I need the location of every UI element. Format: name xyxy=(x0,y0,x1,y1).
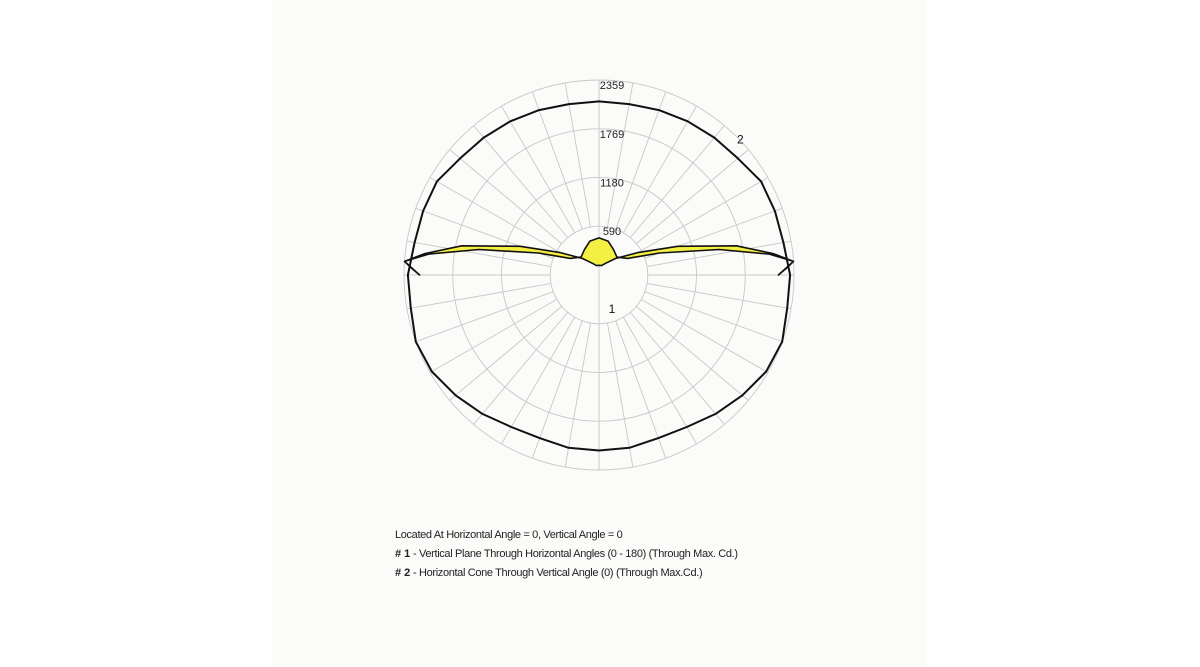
legend-series-2 xyxy=(395,564,915,583)
grid-spoke xyxy=(616,92,666,229)
grid-spoke xyxy=(645,292,782,342)
grid-spoke xyxy=(607,323,632,467)
grid-spoke xyxy=(430,299,557,372)
grid-spoke xyxy=(565,323,590,467)
grid-spoke xyxy=(407,283,551,308)
radial-tick-label: 590 xyxy=(602,226,622,239)
chart-legend xyxy=(395,526,915,583)
grid-spoke xyxy=(532,92,582,229)
legend-series-1-text: - Vertical Plane Through Horizontal Angles (0 - 180) (Through Max. Cd.) xyxy=(410,548,738,560)
legend-series-1-tag: # 1 xyxy=(395,548,411,560)
grid-spoke xyxy=(502,106,575,233)
grid-spoke xyxy=(430,178,557,251)
grid-spoke xyxy=(641,299,768,372)
grid-spoke xyxy=(641,178,768,251)
radial-tick-label: 1769 xyxy=(599,128,625,141)
grid-spoke xyxy=(647,283,791,308)
radial-tick-label: 1180 xyxy=(600,177,624,190)
radial-tick-label: 2359 xyxy=(599,80,625,92)
series-2-label: 2 xyxy=(737,132,744,147)
legend-location-text: Located At Horizontal Angle = 0, Vertical Angle = 0 xyxy=(395,529,623,541)
legend-series-2-text: - Horizontal Cone Through Vertical Angle (0) (Through Max.Cd.) xyxy=(410,567,703,579)
series-1-label: 1 xyxy=(608,302,616,316)
grid-spoke xyxy=(502,317,575,444)
grid-spoke xyxy=(416,292,553,342)
legend-series-2-tag: # 2 xyxy=(395,567,411,579)
grid-spoke xyxy=(623,317,696,444)
legend-location-line xyxy=(395,526,915,545)
grid-spoke xyxy=(623,106,696,233)
legend-series-1 xyxy=(395,545,915,564)
